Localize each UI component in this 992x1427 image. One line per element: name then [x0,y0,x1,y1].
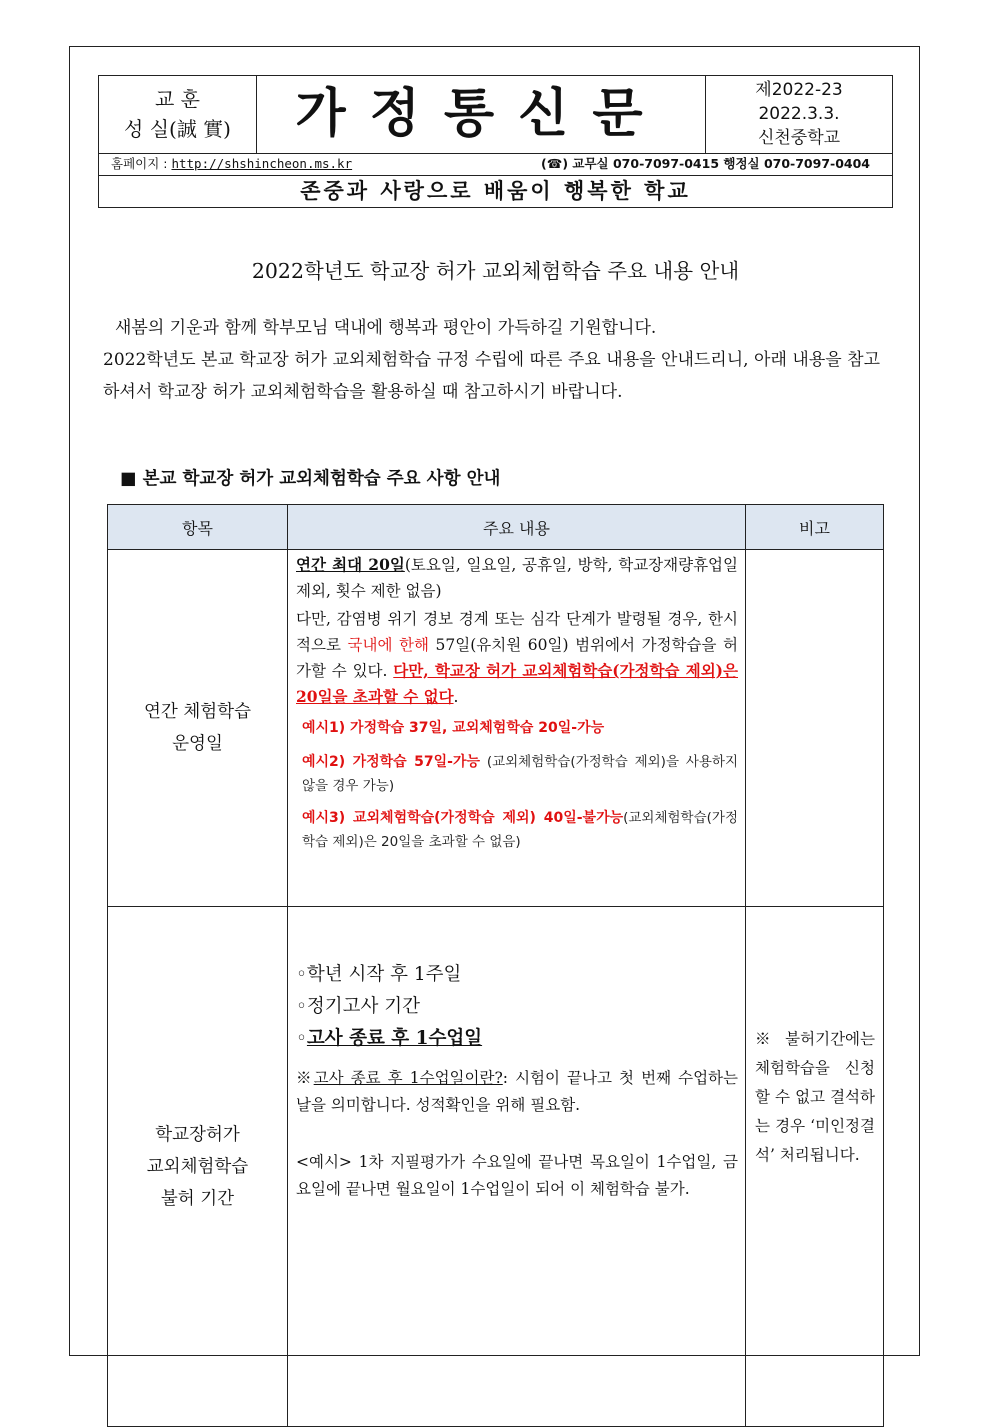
phone-numbers: (☎) 교무실 070-7097-0415 행정실 070-7097-0404 [541,156,870,171]
homepage-link[interactable]: http://shshincheon.ms.kr [171,156,353,171]
example-3-note: (교외체험학습(가정학습 제외)은 20일을 초과할 수 없음) [302,810,738,850]
max-days-emphasis: 연간 최대 20일 [296,555,405,574]
row2-content [288,907,746,1427]
intro-greeting: 새봄의 기운과 함께 학부모님 댁내에 행복과 평안이 가득하길 기원합니다. [115,318,657,338]
definition-text: : 시험이 끝나고 첫 번째 수업하는 날을 의미합니다. 성적확인을 위해 필요함. [296,1069,739,1114]
info-table [107,504,884,1427]
header-remarks: 비고 [746,505,884,550]
row1-category-line1: 연간 체험학습 [144,702,251,722]
motto-label: 교 훈 [155,87,200,111]
row1-category [108,550,288,907]
header-content: 주요 내용 [288,505,746,550]
section-heading: ■ 본교 학교장 허가 교외체험학습 주요 사항 안내 [120,469,501,489]
intro-body: 2022학년도 본교 학교장 허가 교외체험학습 규정 수립에 따른 주요 내용을 안내드리니, 아래 내용을 참고하셔서 학교장 허가 교외체험학습을 활용하실 때 참고하시기 바랍니다. [103,350,880,402]
row2-category-line3: 불허 기간 [160,1188,235,1209]
issue-number: 제2022-23 [755,80,843,100]
table-row [108,550,884,907]
row1-max-days [296,552,738,604]
exception-domestic: 국내에 한해 [347,636,429,654]
motto-value: 성 실(誠 實) [124,117,231,141]
row2-category [108,907,288,1427]
example-2 [296,750,738,798]
example-2-label: 예시2) 가정학습 57일-가능 [302,754,480,770]
header-category: 항목 [108,505,288,550]
issue-info [705,76,892,153]
row1-content [288,550,746,907]
row1-category-line2: 운영일 [172,734,223,754]
max-days-detail: (토요일, 일요일, 공휴일, 방학, 학교장재량휴업일 제외, 횟수 제한 없음) [296,556,739,600]
row1-exception [296,606,738,710]
intro-paragraph [103,312,880,408]
newsletter-masthead [98,75,893,208]
table-row [108,907,884,1427]
masthead-top-row [99,76,892,154]
row2-remarks: ※불허기간에는 체험학습을 신청할 수 없고 결석하는 경우 ‘미인정결석’ 처리됩니다. [746,907,884,1427]
homepage-label: 홈페이지 : [111,156,168,171]
example-2-note: (교외체험학습(가정학습 제외)을 사용하지 않을 경우 가능) [302,754,738,794]
definition-mark: ※ [296,1069,314,1087]
example-3 [296,806,738,854]
school-slogan: 존중과 사랑으로 배움이 행복한 학교 [300,179,691,203]
homepage [111,153,352,175]
example-1: 예시1) 가정학습 37일, 교외체험학습 20일-가능 [302,720,605,736]
school-name: 신천중학교 [757,128,841,148]
row1-remarks [746,550,884,907]
bullet-first-week: ◦학년 시작 후 1주일 [296,964,462,985]
row2-category-line2: 교외체험학습 [146,1156,249,1177]
exception-text-b: 57일(유치원 60일) 범위에서 가정학습을 허가할 수 있다. [296,636,738,680]
definition-term: 고사 종료 후 1수업일이란? [313,1069,503,1087]
bullet-mark: ◦ [296,1028,307,1049]
table-header-row [108,505,884,550]
bullet-after-exam [296,1023,738,1055]
school-motto [99,76,257,153]
exception-text-a: 다만, 감염병 위기 경보 경계 또는 심각 단계가 발령될 경우, 한시적으로 [296,610,738,654]
issue-date: 2022.3.3. [758,104,840,124]
exception-end: . [453,688,459,706]
example-3-label: 예시3) 교외체험학습(가정학습 제외) 40일-불가능 [302,810,624,826]
contact-row [99,153,892,176]
document-title: 2022학년도 학교장 허가 교외체험학습 주요 내용 안내 [251,259,740,283]
bullet-exam-period: ◦정기고사 기간 [296,996,421,1017]
exception-limit: 다만, 학교장 허가 교외체험학습(가정학습 제외)은 20일을 초과할 수 없다 [296,661,738,706]
definition [296,1065,738,1119]
newsletter-title: 가정통신문 [295,84,667,144]
example-note: <예시> 1차 지필평가가 수요일에 끝나면 목요일이 1수업일, 금요일에 끝나면 월요일이 1수업일이 되어 이 체험학습 불가. [296,1153,738,1198]
row2-category-line1: 학교장허가 [155,1124,240,1145]
bullet-after-exam-text: 고사 종료 후 1수업일 [306,1028,483,1049]
